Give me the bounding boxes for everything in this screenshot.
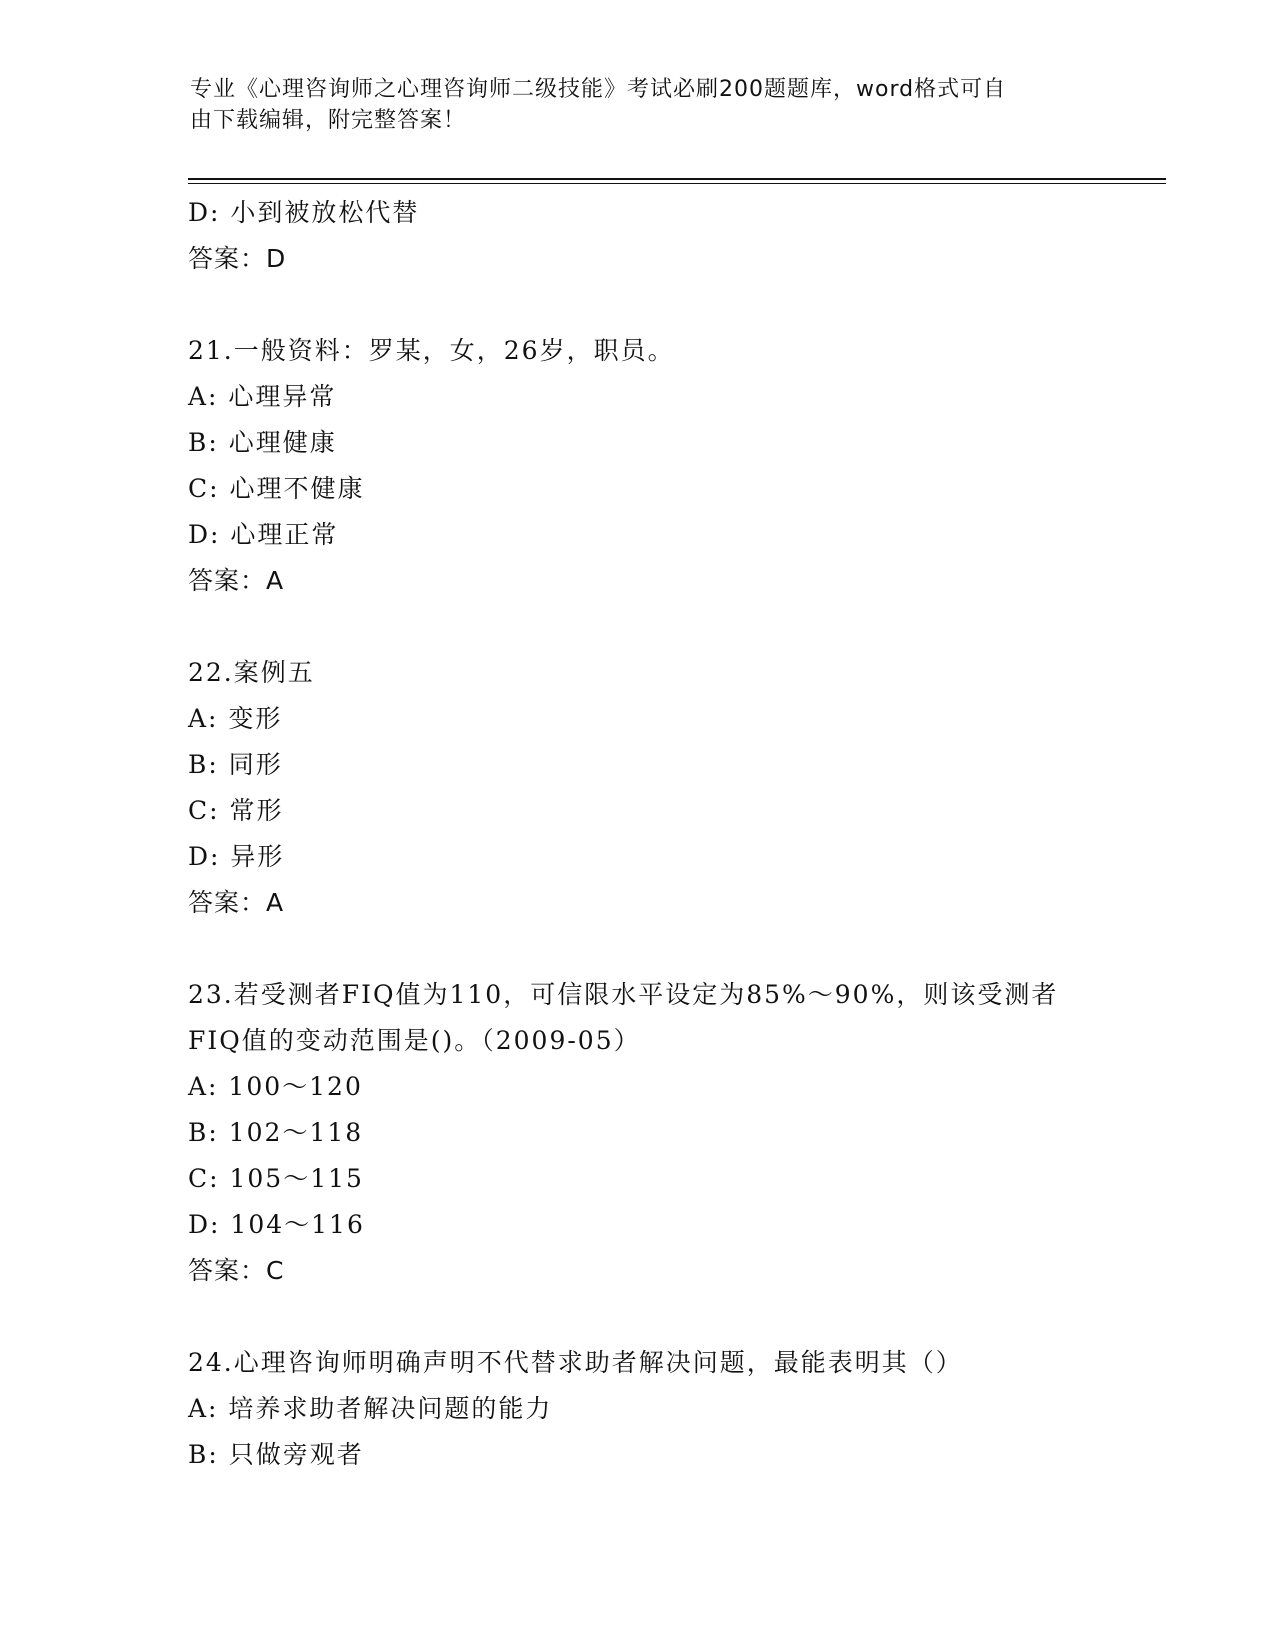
option-b: B: 102～118 (188, 1118, 364, 1147)
option-d: D: 小到被放松代替 (188, 198, 420, 227)
header-line-1: 专业《心理咨询师之心理咨询师二级技能》考试必刷200题题库，word格式可自 (190, 77, 1007, 102)
question-stem: 22.案例五 (188, 658, 315, 687)
spacer (188, 282, 1088, 328)
document-header (190, 74, 1090, 136)
option-b: B: 心理健康 (188, 428, 337, 457)
option-d: D: 104～116 (188, 1210, 365, 1239)
spacer (188, 926, 1088, 972)
question-20-tail (188, 190, 1088, 282)
option-a: A: 变形 (188, 704, 283, 733)
question-23 (188, 972, 1088, 1294)
question-stem-line-2: FIQ值的变动范围是()。（2009-05） (188, 1026, 641, 1055)
option-a: A: 培养求助者解决问题的能力 (188, 1394, 553, 1423)
option-d: D: 异形 (188, 842, 285, 871)
option-c: C: 常形 (188, 796, 284, 825)
answer-line: 答案：A (188, 888, 285, 917)
spacer (188, 604, 1088, 650)
question-stem: 21.一般资料：罗某，女，26岁，职员。 (188, 336, 675, 365)
option-a: A: 心理异常 (188, 382, 337, 411)
question-22 (188, 650, 1088, 926)
question-stem: 24.心理咨询师明确声明不代替求助者解决问题，最能表明其（） (188, 1348, 963, 1377)
question-stem-line-1: 23.若受测者FIQ值为110，可信限水平设定为85%～90%，则该受测者 (188, 980, 1059, 1009)
option-c: C: 105～115 (188, 1164, 364, 1193)
answer-line: 答案：C (188, 1256, 285, 1285)
answer-line: 答案：A (188, 566, 285, 595)
header-rule-thick (188, 178, 1166, 180)
header-line-2: 由下载编辑，附完整答案！ (190, 108, 467, 133)
document-body (188, 190, 1088, 1478)
header-rule-thin (188, 183, 1166, 184)
option-c: C: 心理不健康 (188, 474, 365, 503)
spacer (188, 1294, 1088, 1340)
question-24 (188, 1340, 1088, 1478)
question-21 (188, 328, 1088, 604)
option-a: A: 100～120 (188, 1072, 363, 1101)
option-d: D: 心理正常 (188, 520, 339, 549)
option-b: B: 同形 (188, 750, 283, 779)
answer-line: 答案：D (188, 244, 287, 273)
option-b: B: 只做旁观者 (188, 1440, 364, 1469)
